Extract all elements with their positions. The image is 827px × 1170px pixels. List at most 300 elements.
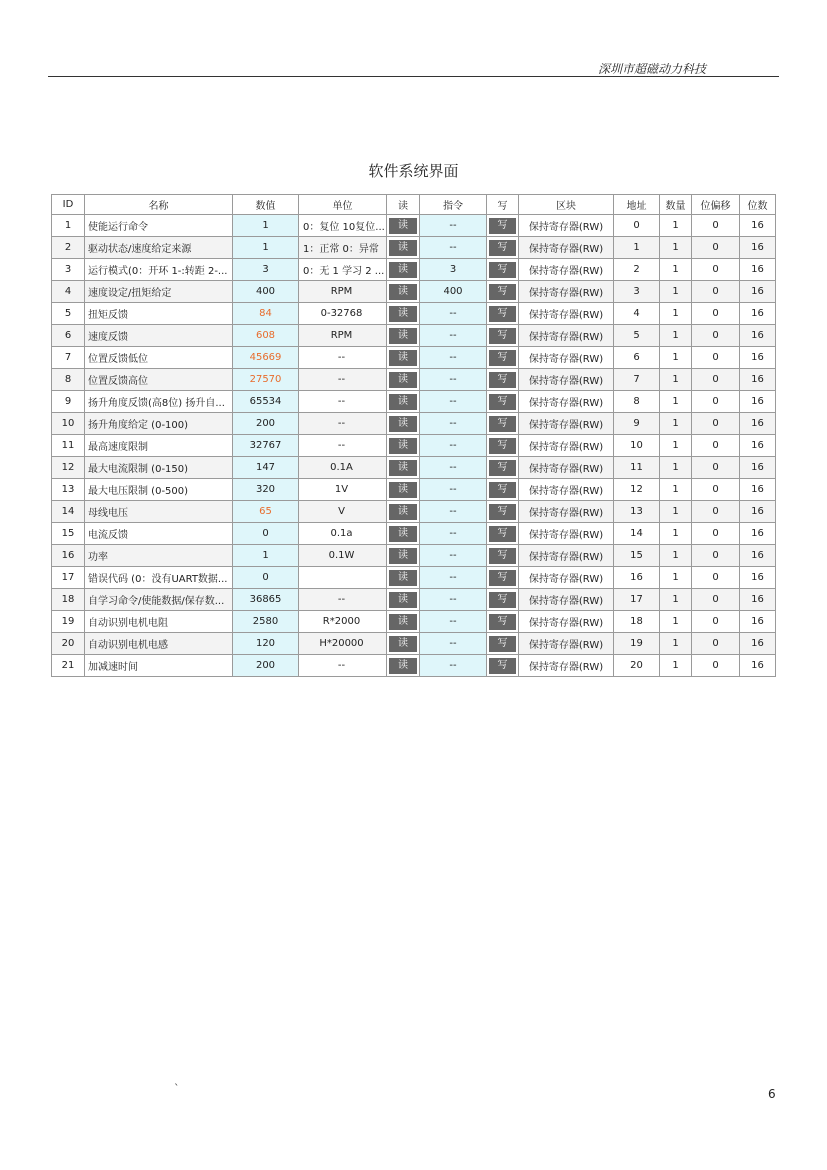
col-header-address: 地址 <box>614 195 660 215</box>
row-name: 位置反馈低位 <box>85 347 233 369</box>
read-button[interactable]: 读 <box>389 460 417 476</box>
row-value-field[interactable]: 0 <box>233 567 299 589</box>
page-number: 6 <box>768 1087 776 1101</box>
write-cell <box>487 347 519 369</box>
table-row <box>52 457 776 479</box>
row-value-field[interactable]: 0 <box>233 523 299 545</box>
row-unit: 0：复位 10复位... <box>299 215 387 237</box>
read-cell <box>387 655 420 677</box>
write-button[interactable]: 写 <box>489 570 516 586</box>
write-cell <box>487 325 519 347</box>
row-name: 自学习命令/使能数据/保存数... <box>85 589 233 611</box>
row-id: 21 <box>52 655 85 677</box>
header-company-name: 深圳市超磁动力科技 <box>598 62 707 76</box>
write-cell <box>487 391 519 413</box>
row-value-field[interactable]: 2580 <box>233 611 299 633</box>
row-bit-count: 16 <box>740 457 776 479</box>
row-id: 4 <box>52 281 85 303</box>
read-cell <box>387 589 420 611</box>
row-bit-count: 16 <box>740 237 776 259</box>
read-cell <box>387 259 420 281</box>
write-button[interactable]: 写 <box>489 350 516 366</box>
row-value-field[interactable]: 200 <box>233 655 299 677</box>
row-bit-offset: 0 <box>692 369 740 391</box>
col-header-id: ID <box>52 195 85 215</box>
row-name: 错误代码 (0：没有UART数据... <box>85 567 233 589</box>
table-row <box>52 369 776 391</box>
row-bit-offset: 0 <box>692 501 740 523</box>
read-cell <box>387 215 420 237</box>
row-quantity: 1 <box>660 655 692 677</box>
row-unit: -- <box>299 655 387 677</box>
row-name: 最大电流限制 (0-150) <box>85 457 233 479</box>
row-value-field[interactable]: 84 <box>233 303 299 325</box>
write-cell <box>487 611 519 633</box>
row-value-field[interactable]: 32767 <box>233 435 299 457</box>
read-button[interactable]: 读 <box>389 262 417 278</box>
table-row <box>52 523 776 545</box>
row-bit-count: 16 <box>740 501 776 523</box>
row-bit-offset: 0 <box>692 259 740 281</box>
table-body <box>52 215 776 677</box>
page-title: 软件系统界面 <box>368 162 459 180</box>
row-bit-count: 16 <box>740 413 776 435</box>
row-command-field[interactable]: -- <box>420 457 487 479</box>
table-row <box>52 611 776 633</box>
row-bit-count: 16 <box>740 435 776 457</box>
header-divider <box>48 76 779 77</box>
row-unit: R*2000 <box>299 611 387 633</box>
row-quantity: 1 <box>660 523 692 545</box>
row-command-field[interactable]: -- <box>420 523 487 545</box>
row-address: 13 <box>614 501 660 523</box>
row-command-field[interactable]: -- <box>420 237 487 259</box>
row-name: 扬升角度反馈(高8位) 扬升自... <box>85 391 233 413</box>
row-block: 保持寄存器(RW) <box>519 259 614 281</box>
row-name: 最大电压限制 (0-500) <box>85 479 233 501</box>
row-quantity: 1 <box>660 589 692 611</box>
row-unit: RPM <box>299 281 387 303</box>
read-cell <box>387 545 420 567</box>
footer-mark: ` <box>174 1082 180 1095</box>
row-block: 保持寄存器(RW) <box>519 479 614 501</box>
col-header-value: 数值 <box>233 195 299 215</box>
row-id: 6 <box>52 325 85 347</box>
row-block: 保持寄存器(RW) <box>519 391 614 413</box>
row-address: 8 <box>614 391 660 413</box>
row-name: 电流反馈 <box>85 523 233 545</box>
read-button[interactable]: 读 <box>389 394 417 410</box>
row-bit-offset: 0 <box>692 303 740 325</box>
row-bit-count: 16 <box>740 545 776 567</box>
row-quantity: 1 <box>660 215 692 237</box>
write-button[interactable]: 写 <box>489 394 516 410</box>
row-value-field[interactable]: 45669 <box>233 347 299 369</box>
write-button[interactable]: 写 <box>489 482 516 498</box>
row-unit: -- <box>299 435 387 457</box>
table-row <box>52 325 776 347</box>
row-bit-count: 16 <box>740 259 776 281</box>
row-command-field[interactable]: -- <box>420 347 487 369</box>
row-block: 保持寄存器(RW) <box>519 457 614 479</box>
row-bit-offset: 0 <box>692 347 740 369</box>
table-row <box>52 259 776 281</box>
row-value-field[interactable]: 147 <box>233 457 299 479</box>
row-address: 18 <box>614 611 660 633</box>
read-cell <box>387 567 420 589</box>
write-cell <box>487 435 519 457</box>
row-command-field[interactable]: -- <box>420 413 487 435</box>
row-block: 保持寄存器(RW) <box>519 545 614 567</box>
table-row <box>52 303 776 325</box>
row-name: 运行模式(0：开环 1-:转距 2-... <box>85 259 233 281</box>
row-address: 17 <box>614 589 660 611</box>
row-value-field[interactable]: 36865 <box>233 589 299 611</box>
col-header-read: 读 <box>387 195 420 215</box>
row-address: 19 <box>614 633 660 655</box>
write-button[interactable]: 写 <box>489 240 516 256</box>
row-quantity: 1 <box>660 435 692 457</box>
row-unit <box>299 567 387 589</box>
read-cell <box>387 391 420 413</box>
row-block: 保持寄存器(RW) <box>519 325 614 347</box>
read-cell <box>387 303 420 325</box>
row-id: 3 <box>52 259 85 281</box>
row-bit-offset: 0 <box>692 633 740 655</box>
col-header-block: 区块 <box>519 195 614 215</box>
row-name: 驱动状态/速度给定来源 <box>85 237 233 259</box>
read-button[interactable]: 读 <box>389 614 417 630</box>
row-bit-count: 16 <box>740 369 776 391</box>
row-bit-offset: 0 <box>692 457 740 479</box>
row-unit: -- <box>299 589 387 611</box>
read-button[interactable]: 读 <box>389 636 417 652</box>
row-value-field[interactable]: 1 <box>233 237 299 259</box>
row-name: 加减速时间 <box>85 655 233 677</box>
write-cell <box>487 413 519 435</box>
row-id: 9 <box>52 391 85 413</box>
row-value-field[interactable]: 65 <box>233 501 299 523</box>
row-quantity: 1 <box>660 303 692 325</box>
write-cell <box>487 369 519 391</box>
row-id: 14 <box>52 501 85 523</box>
row-value-field[interactable]: 400 <box>233 281 299 303</box>
row-command-field[interactable]: -- <box>420 611 487 633</box>
read-cell <box>387 435 420 457</box>
row-bit-count: 16 <box>740 567 776 589</box>
row-address: 11 <box>614 457 660 479</box>
row-bit-offset: 0 <box>692 237 740 259</box>
write-button[interactable]: 写 <box>489 262 516 278</box>
row-id: 8 <box>52 369 85 391</box>
row-address: 6 <box>614 347 660 369</box>
read-cell <box>387 237 420 259</box>
read-cell <box>387 413 420 435</box>
row-bit-offset: 0 <box>692 479 740 501</box>
row-unit: -- <box>299 413 387 435</box>
row-bit-offset: 0 <box>692 281 740 303</box>
read-cell <box>387 501 420 523</box>
row-address: 20 <box>614 655 660 677</box>
row-quantity: 1 <box>660 369 692 391</box>
read-button[interactable]: 读 <box>389 372 417 388</box>
write-button[interactable]: 写 <box>489 218 516 234</box>
row-quantity: 1 <box>660 545 692 567</box>
row-quantity: 1 <box>660 347 692 369</box>
read-button[interactable]: 读 <box>389 570 417 586</box>
table-row <box>52 347 776 369</box>
row-command-field[interactable]: -- <box>420 567 487 589</box>
row-bit-offset: 0 <box>692 545 740 567</box>
row-block: 保持寄存器(RW) <box>519 347 614 369</box>
row-block: 保持寄存器(RW) <box>519 303 614 325</box>
row-value-field[interactable]: 120 <box>233 633 299 655</box>
row-unit: 0.1a <box>299 523 387 545</box>
row-bit-offset: 0 <box>692 523 740 545</box>
row-name: 自动识别电机电阻 <box>85 611 233 633</box>
table-row <box>52 237 776 259</box>
row-id: 7 <box>52 347 85 369</box>
row-block: 保持寄存器(RW) <box>519 655 614 677</box>
row-value-field[interactable]: 200 <box>233 413 299 435</box>
row-bit-count: 16 <box>740 479 776 501</box>
row-quantity: 1 <box>660 325 692 347</box>
write-cell <box>487 215 519 237</box>
row-bit-count: 16 <box>740 611 776 633</box>
write-cell <box>487 523 519 545</box>
read-cell <box>387 611 420 633</box>
row-command-field[interactable]: -- <box>420 325 487 347</box>
row-quantity: 1 <box>660 479 692 501</box>
table-row <box>52 655 776 677</box>
table-row <box>52 501 776 523</box>
row-unit: 0.1A <box>299 457 387 479</box>
row-value-field[interactable]: 1 <box>233 215 299 237</box>
write-button[interactable]: 写 <box>489 328 516 344</box>
row-id: 12 <box>52 457 85 479</box>
row-address: 1 <box>614 237 660 259</box>
write-button[interactable]: 写 <box>489 658 516 674</box>
row-name: 最高速度限制 <box>85 435 233 457</box>
row-address: 16 <box>614 567 660 589</box>
row-command-field[interactable]: -- <box>420 589 487 611</box>
read-button[interactable]: 读 <box>389 548 417 564</box>
write-button[interactable]: 写 <box>489 636 516 652</box>
row-command-field[interactable]: -- <box>420 655 487 677</box>
write-cell <box>487 259 519 281</box>
row-quantity: 1 <box>660 611 692 633</box>
row-block: 保持寄存器(RW) <box>519 413 614 435</box>
row-address: 3 <box>614 281 660 303</box>
row-id: 1 <box>52 215 85 237</box>
row-bit-offset: 0 <box>692 325 740 347</box>
row-unit: 0-32768 <box>299 303 387 325</box>
table-row <box>52 215 776 237</box>
read-button[interactable]: 读 <box>389 504 417 520</box>
row-unit: -- <box>299 347 387 369</box>
write-button[interactable]: 写 <box>489 592 516 608</box>
write-button[interactable]: 写 <box>489 416 516 432</box>
row-address: 7 <box>614 369 660 391</box>
row-block: 保持寄存器(RW) <box>519 589 614 611</box>
row-unit: -- <box>299 369 387 391</box>
row-address: 0 <box>614 215 660 237</box>
read-button[interactable]: 读 <box>389 482 417 498</box>
col-header-bit-count: 位数 <box>740 195 776 215</box>
row-block: 保持寄存器(RW) <box>519 523 614 545</box>
read-button[interactable]: 读 <box>389 284 417 300</box>
read-button[interactable]: 读 <box>389 306 417 322</box>
row-unit: 1：正常 0：异常 <box>299 237 387 259</box>
row-address: 12 <box>614 479 660 501</box>
row-quantity: 1 <box>660 391 692 413</box>
row-bit-count: 16 <box>740 325 776 347</box>
row-bit-offset: 0 <box>692 655 740 677</box>
table-header-row <box>52 195 776 215</box>
row-id: 18 <box>52 589 85 611</box>
read-button[interactable]: 读 <box>389 438 417 454</box>
row-bit-count: 16 <box>740 215 776 237</box>
row-unit: H*20000 <box>299 633 387 655</box>
read-button[interactable]: 读 <box>389 218 417 234</box>
row-name: 功率 <box>85 545 233 567</box>
row-address: 14 <box>614 523 660 545</box>
read-cell <box>387 281 420 303</box>
row-unit: 0：无 1 学习 2 ... <box>299 259 387 281</box>
read-cell <box>387 633 420 655</box>
read-cell <box>387 523 420 545</box>
row-id: 2 <box>52 237 85 259</box>
col-header-bit-offset: 位偏移 <box>692 195 740 215</box>
write-button[interactable]: 写 <box>489 460 516 476</box>
row-block: 保持寄存器(RW) <box>519 369 614 391</box>
write-cell <box>487 655 519 677</box>
row-id: 19 <box>52 611 85 633</box>
write-button[interactable]: 写 <box>489 306 516 322</box>
row-value-field[interactable]: 27570 <box>233 369 299 391</box>
row-value-field[interactable]: 3 <box>233 259 299 281</box>
row-unit: 1V <box>299 479 387 501</box>
row-address: 5 <box>614 325 660 347</box>
read-button[interactable]: 读 <box>389 328 417 344</box>
row-block: 保持寄存器(RW) <box>519 611 614 633</box>
table-row <box>52 391 776 413</box>
row-block: 保持寄存器(RW) <box>519 281 614 303</box>
row-id: 11 <box>52 435 85 457</box>
write-button[interactable]: 写 <box>489 548 516 564</box>
row-value-field[interactable]: 608 <box>233 325 299 347</box>
row-bit-count: 16 <box>740 655 776 677</box>
row-bit-offset: 0 <box>692 589 740 611</box>
write-cell <box>487 303 519 325</box>
read-button[interactable]: 读 <box>389 240 417 256</box>
row-command-field[interactable]: -- <box>420 369 487 391</box>
col-header-unit: 单位 <box>299 195 387 215</box>
row-quantity: 1 <box>660 259 692 281</box>
row-id: 5 <box>52 303 85 325</box>
read-cell <box>387 479 420 501</box>
row-name: 使能运行命令 <box>85 215 233 237</box>
row-unit: RPM <box>299 325 387 347</box>
write-cell <box>487 281 519 303</box>
read-cell <box>387 457 420 479</box>
row-quantity: 1 <box>660 501 692 523</box>
row-quantity: 1 <box>660 281 692 303</box>
row-name: 扬升角度给定 (0-100) <box>85 413 233 435</box>
row-quantity: 1 <box>660 633 692 655</box>
read-button[interactable]: 读 <box>389 526 417 542</box>
row-command-field[interactable]: -- <box>420 215 487 237</box>
row-value-field[interactable]: 320 <box>233 479 299 501</box>
row-block: 保持寄存器(RW) <box>519 435 614 457</box>
col-header-quantity: 数量 <box>660 195 692 215</box>
row-unit: 0.1W <box>299 545 387 567</box>
row-bit-count: 16 <box>740 589 776 611</box>
row-command-field[interactable]: -- <box>420 303 487 325</box>
read-button[interactable]: 读 <box>389 416 417 432</box>
row-bit-count: 16 <box>740 523 776 545</box>
read-button[interactable]: 读 <box>389 658 417 674</box>
row-id: 10 <box>52 413 85 435</box>
read-button[interactable]: 读 <box>389 592 417 608</box>
row-unit: -- <box>299 391 387 413</box>
row-address: 10 <box>614 435 660 457</box>
row-bit-offset: 0 <box>692 215 740 237</box>
row-address: 2 <box>614 259 660 281</box>
row-command-field[interactable]: -- <box>420 391 487 413</box>
row-value-field[interactable]: 65534 <box>233 391 299 413</box>
read-cell <box>387 325 420 347</box>
read-button[interactable]: 读 <box>389 350 417 366</box>
table-row <box>52 589 776 611</box>
row-name: 母线电压 <box>85 501 233 523</box>
write-cell <box>487 501 519 523</box>
row-name: 扭矩反馈 <box>85 303 233 325</box>
row-command-field[interactable]: 3 <box>420 259 487 281</box>
write-button[interactable]: 写 <box>489 526 516 542</box>
write-button[interactable]: 写 <box>489 614 516 630</box>
write-button[interactable]: 写 <box>489 504 516 520</box>
table-row <box>52 281 776 303</box>
write-button[interactable]: 写 <box>489 284 516 300</box>
table-row <box>52 413 776 435</box>
write-cell <box>487 567 519 589</box>
write-cell <box>487 633 519 655</box>
row-command-field[interactable]: -- <box>420 545 487 567</box>
row-quantity: 1 <box>660 237 692 259</box>
row-command-field[interactable]: -- <box>420 479 487 501</box>
row-bit-offset: 0 <box>692 611 740 633</box>
row-unit: V <box>299 501 387 523</box>
row-command-field[interactable]: -- <box>420 435 487 457</box>
row-address: 15 <box>614 545 660 567</box>
write-cell <box>487 237 519 259</box>
row-value-field[interactable]: 1 <box>233 545 299 567</box>
row-address: 4 <box>614 303 660 325</box>
table-row <box>52 545 776 567</box>
write-cell <box>487 479 519 501</box>
write-button[interactable]: 写 <box>489 372 516 388</box>
write-button[interactable]: 写 <box>489 438 516 454</box>
row-command-field[interactable]: -- <box>420 501 487 523</box>
table-row <box>52 435 776 457</box>
row-bit-offset: 0 <box>692 567 740 589</box>
row-block: 保持寄存器(RW) <box>519 567 614 589</box>
row-command-field[interactable]: 400 <box>420 281 487 303</box>
row-command-field[interactable]: -- <box>420 633 487 655</box>
row-bit-offset: 0 <box>692 435 740 457</box>
register-table <box>51 194 776 677</box>
